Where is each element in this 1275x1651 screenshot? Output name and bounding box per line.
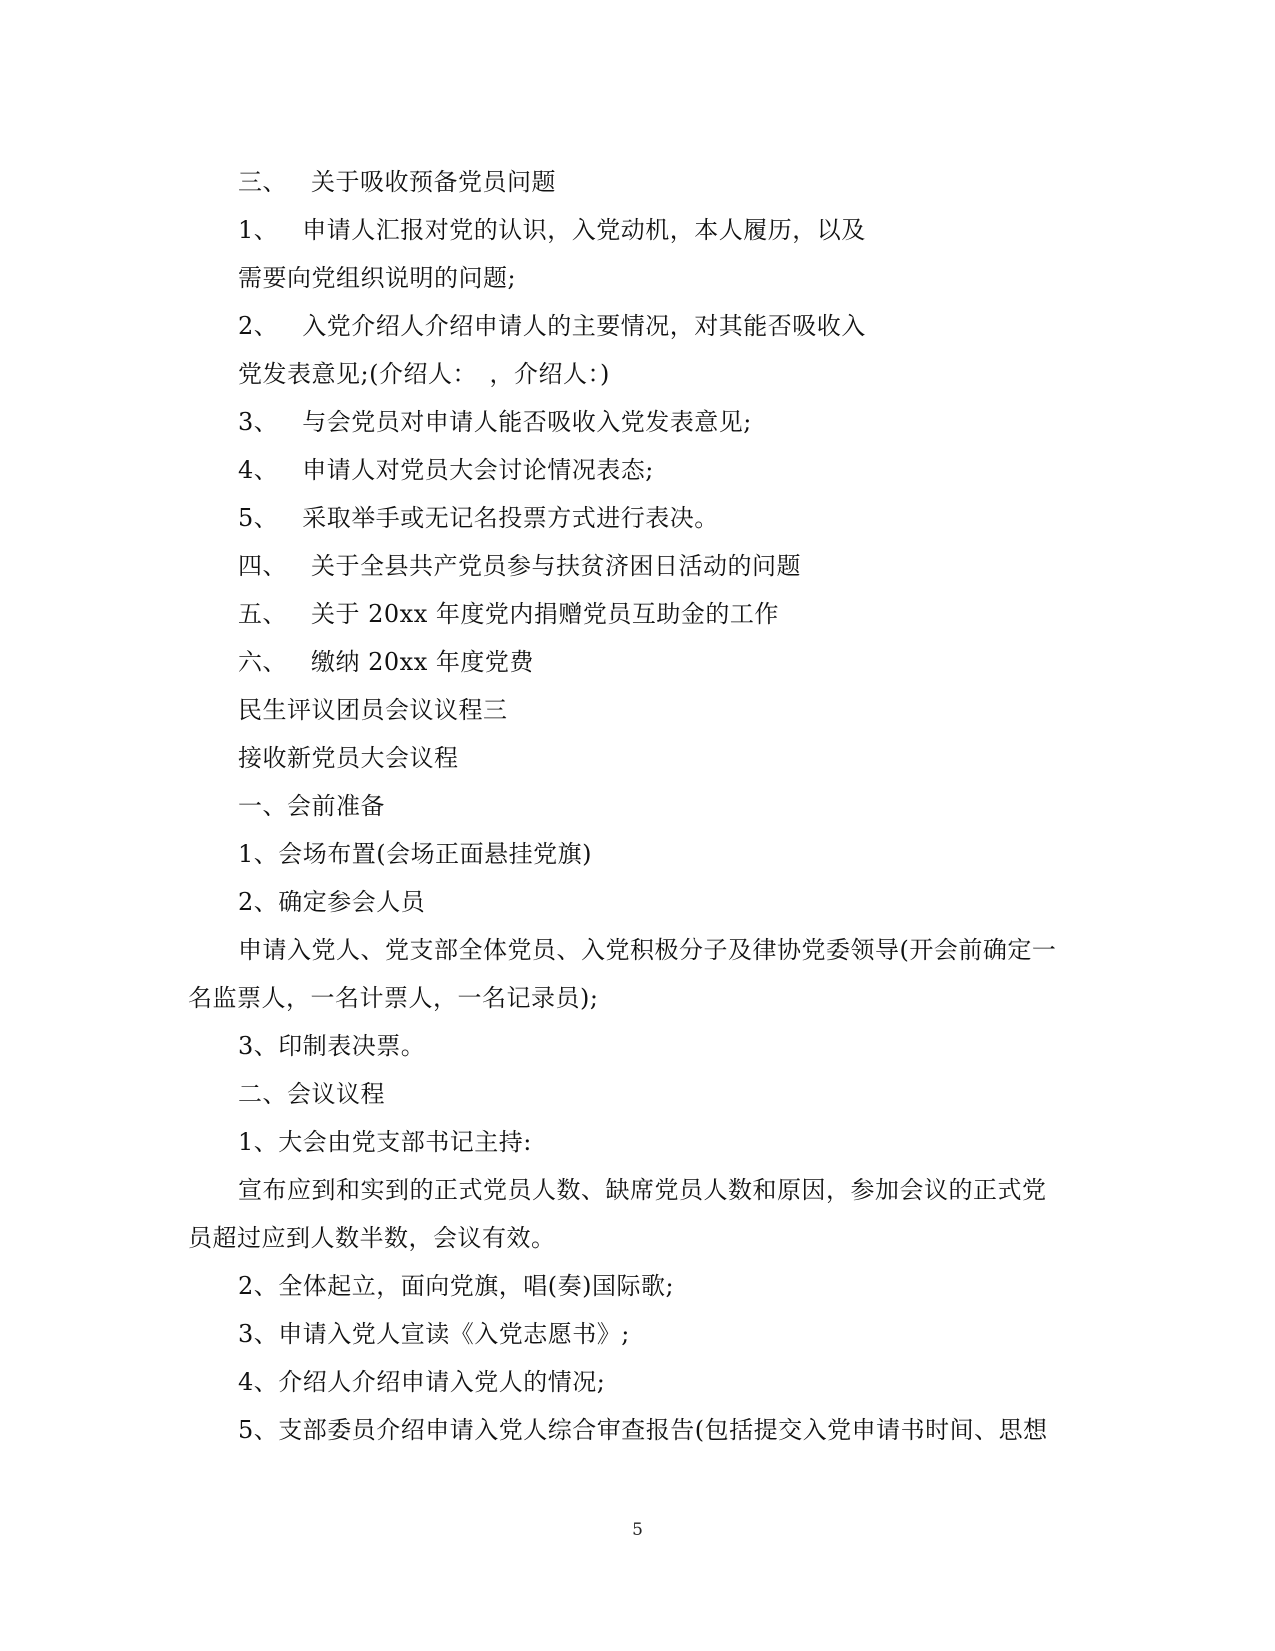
text-line (188, 590, 1088, 638)
text-line (188, 446, 1088, 494)
list-marker: 三、 (238, 168, 287, 196)
line-text: 需要向党组织说明的问题; (238, 264, 517, 292)
text-line (188, 1022, 1088, 1070)
text-line (188, 542, 1088, 590)
line-text: 3、印制表决票。 (238, 1032, 426, 1060)
text-line (188, 1214, 1088, 1262)
line-text: 缴纳 20xx 年度党费 (311, 648, 534, 676)
line-text: 民生评议团员会议议程三 (238, 696, 508, 724)
text-line (188, 974, 1088, 1022)
text-line (188, 878, 1088, 926)
text-line (188, 734, 1088, 782)
text-line (188, 1310, 1088, 1358)
text-line (188, 1358, 1088, 1406)
text-line (188, 1166, 1088, 1214)
list-marker: 3、 (238, 408, 279, 436)
line-text: 申请人汇报对党的认识，入党动机，本人履历，以及 (302, 216, 866, 244)
line-text: 关于全县共产党员参与扶贫济困日活动的问题 (311, 552, 801, 580)
line-text: 2、确定参会人员 (238, 888, 426, 916)
line-text: 入党介绍人介绍申请人的主要情况，对其能否吸收入 (302, 312, 866, 340)
text-line (188, 350, 1088, 398)
text-line (188, 494, 1088, 542)
text-line (188, 302, 1088, 350)
text-line (188, 1070, 1088, 1118)
text-line (188, 1406, 1088, 1454)
text-line (188, 1118, 1088, 1166)
text-line (188, 398, 1088, 446)
text-line (188, 158, 1088, 206)
text-line (188, 206, 1088, 254)
document-body (188, 158, 1088, 1454)
line-text: 与会党员对申请人能否吸收入党发表意见; (302, 408, 752, 436)
line-text: 1、大会由党支部书记主持: (238, 1128, 532, 1156)
line-text: 关于 20xx 年度党内捐赠党员互助金的工作 (311, 600, 779, 628)
list-marker: 五、 (238, 600, 287, 628)
line-text: 党发表意见;(介绍人： ，介绍人：) (238, 360, 610, 388)
text-line (188, 254, 1088, 302)
list-marker: 2、 (238, 312, 279, 340)
text-line (188, 1262, 1088, 1310)
line-text: 员超过应到人数半数，会议有效。 (188, 1224, 556, 1252)
line-text: 一、会前准备 (238, 792, 385, 820)
line-text: 4、介绍人介绍申请入党人的情况; (238, 1368, 606, 1396)
list-marker: 1、 (238, 216, 279, 244)
list-marker: 四、 (238, 552, 287, 580)
text-line (188, 638, 1088, 686)
line-text: 5、支部委员介绍申请入党人综合审查报告(包括提交入党申请书时间、思想 (238, 1416, 1048, 1444)
text-line (188, 926, 1088, 974)
line-text: 接收新党员大会议程 (238, 744, 459, 772)
line-text: 1、会场布置(会场正面悬挂党旗) (238, 840, 592, 868)
line-text: 关于吸收预备党员问题 (311, 168, 556, 196)
line-text: 申请入党人、党支部全体党员、入党积极分子及律协党委领导(开会前确定一 (238, 936, 1057, 964)
list-marker: 5、 (238, 504, 279, 532)
text-line (188, 830, 1088, 878)
line-text: 采取举手或无记名投票方式进行表决。 (302, 504, 719, 532)
list-marker: 4、 (238, 456, 279, 484)
line-text: 二、会议议程 (238, 1080, 385, 1108)
line-text: 2、全体起立，面向党旗，唱(奏)国际歌; (238, 1272, 675, 1300)
line-text: 宣布应到和实到的正式党员人数、缺席党员人数和原因，参加会议的正式党 (238, 1176, 1047, 1204)
line-text: 名监票人，一名计票人，一名记录员); (188, 984, 599, 1012)
line-text: 3、申请入党人宣读《入党志愿书》; (238, 1320, 630, 1348)
text-line (188, 782, 1088, 830)
page-number: 5 (632, 1520, 643, 1540)
text-line (188, 686, 1088, 734)
list-marker: 六、 (238, 648, 287, 676)
line-text: 申请人对党员大会讨论情况表态; (302, 456, 654, 484)
